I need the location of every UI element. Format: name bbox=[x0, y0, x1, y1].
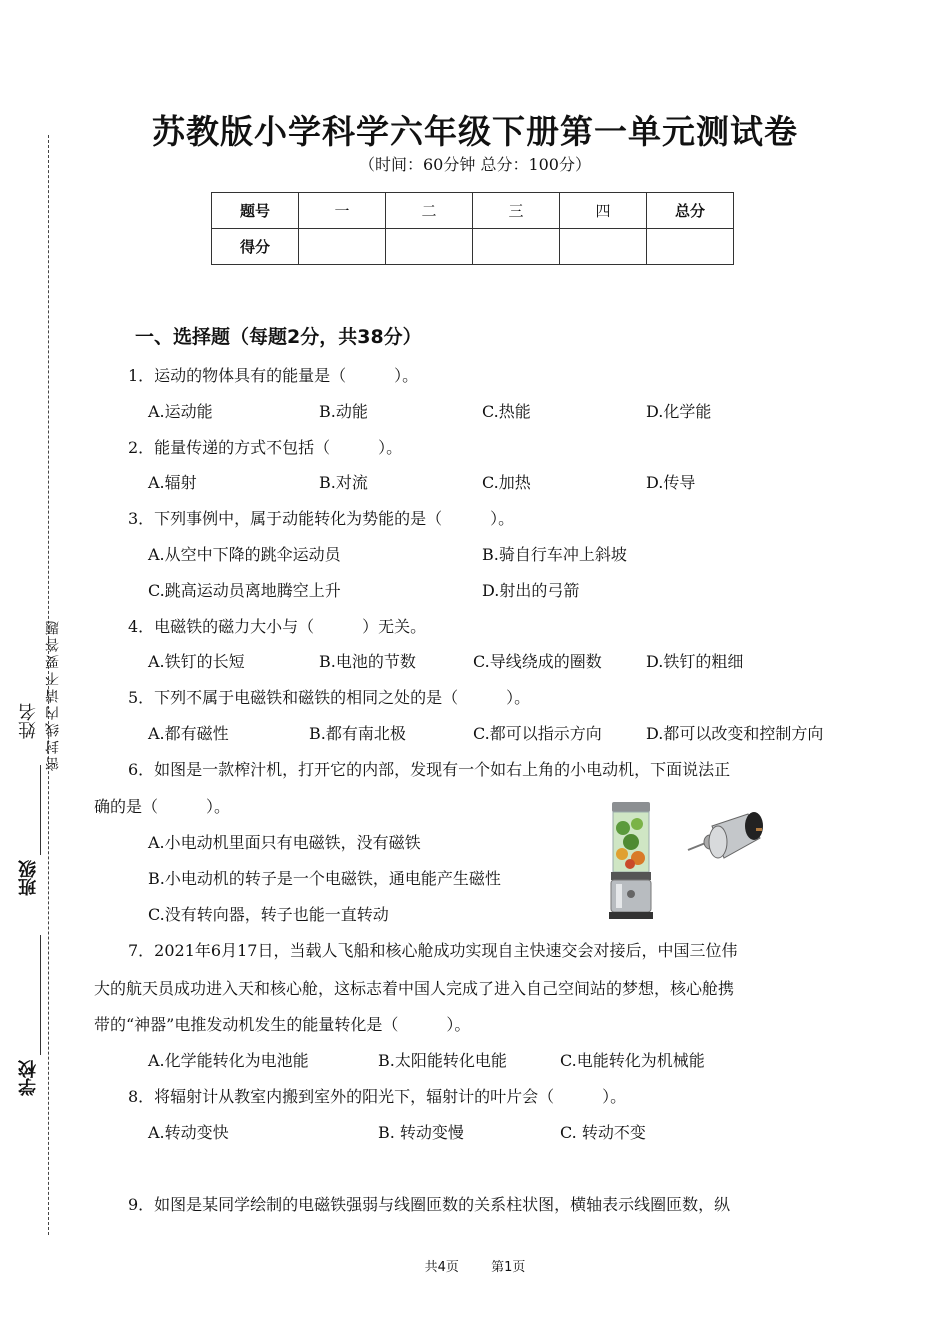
question-2-option[interactable]: A.辐射 bbox=[148, 473, 197, 492]
question-4-option[interactable]: C.导线绕成的圈数 bbox=[473, 652, 602, 671]
question-9-stem: 9．如图是某同学绘制的电磁铁强弱与线圈匝数的关系柱状图，横轴表示线圈匝数，纵 bbox=[128, 1195, 731, 1214]
question-1-option[interactable]: B.动能 bbox=[319, 402, 368, 421]
question-6-stem: 6．如图是一款榨汁机，打开它的内部，发现有一个如右上角的小电动机，下面说法正 bbox=[128, 760, 731, 779]
question-3-option[interactable]: D.射出的弓箭 bbox=[482, 581, 580, 600]
question-8-stem: 8．将辐射计从教室内搬到室外的阳光下，辐射计的叶片会（ ）。 bbox=[128, 1087, 627, 1106]
question-7-option[interactable]: C.电能转化为机械能 bbox=[560, 1051, 705, 1070]
question-1-stem: 1．运动的物体具有的能量是（ ）。 bbox=[128, 366, 419, 385]
question-6-stem-cont: 确的是（ ）。 bbox=[94, 797, 231, 816]
score-table-header: 题号 bbox=[212, 193, 299, 229]
question-4-option[interactable]: B.电池的节数 bbox=[319, 652, 416, 671]
section-heading: 一、选择题（每题2分，共38分） bbox=[135, 326, 422, 348]
small-motor-image bbox=[686, 808, 770, 870]
question-8-option[interactable]: C. 转动不变 bbox=[560, 1123, 646, 1142]
question-3-option[interactable]: A.从空中下降的跳伞运动员 bbox=[148, 545, 341, 564]
question-6-option[interactable]: A.小电动机里面只有电磁铁，没有磁铁 bbox=[148, 833, 421, 852]
question-7-stem-cont: 带的“神器”电推发动机发生的能量转化是（ ）。 bbox=[94, 1015, 471, 1034]
school-blank-line bbox=[40, 935, 41, 1055]
question-2-option[interactable]: D.传导 bbox=[646, 473, 696, 492]
question-5-option[interactable]: C.都可以指示方向 bbox=[473, 724, 602, 743]
question-7-option[interactable]: B.太阳能转化电能 bbox=[378, 1051, 507, 1070]
score-cell[interactable] bbox=[386, 229, 473, 265]
exam-info: （时间：60分钟 总分：100分） bbox=[359, 155, 591, 174]
question-8-option[interactable]: B. 转动变慢 bbox=[378, 1123, 464, 1142]
score-cell[interactable] bbox=[299, 229, 386, 265]
score-table-header: 二 bbox=[386, 193, 473, 229]
question-2-option[interactable]: C.加热 bbox=[482, 473, 531, 492]
score-table-score-row bbox=[212, 229, 734, 265]
score-cell[interactable] bbox=[473, 229, 560, 265]
class-blank-line bbox=[40, 765, 41, 855]
question-6-option[interactable]: B.小电动机的转子是一个电磁铁，通电能产生磁性 bbox=[148, 869, 501, 888]
juicer-image bbox=[606, 802, 656, 920]
question-4-stem: 4．电磁铁的磁力大小与（ ）无关。 bbox=[128, 617, 427, 636]
current-page: 第1页 bbox=[491, 1260, 526, 1275]
score-table-header-row bbox=[212, 193, 734, 229]
question-1-option[interactable]: D.化学能 bbox=[646, 402, 712, 421]
question-7-stem-cont: 大的航天员成功进入天和核心舱，这标志着中国人完成了进入自己空间站的梦想，核心舱携 bbox=[94, 979, 735, 998]
question-5-option[interactable]: D.都可以改变和控制方向 bbox=[646, 724, 824, 743]
score-row-label: 得分 bbox=[212, 229, 299, 265]
score-table-header: 总分 bbox=[647, 193, 734, 229]
question-3-stem: 3．下列事例中，属于动能转化为势能的是（ ）。 bbox=[128, 509, 515, 528]
page-footer bbox=[0, 1256, 950, 1275]
sidebar-school-label: 学校 bbox=[18, 1060, 39, 1096]
score-table-header: 三 bbox=[473, 193, 560, 229]
sidebar-name-label: 姓名 bbox=[18, 703, 39, 739]
score-cell[interactable] bbox=[560, 229, 647, 265]
question-4-option[interactable]: A.铁钉的长短 bbox=[148, 652, 245, 671]
question-1-option[interactable]: C.热能 bbox=[482, 402, 531, 421]
question-4-option[interactable]: D.铁钉的粗细 bbox=[646, 652, 744, 671]
question-7-stem: 7．2021年6月17日，当载人飞船和核心舱成功实现自主快速交会对接后，中国三位伟 bbox=[128, 941, 738, 960]
question-2-stem: 2．能量传递的方式不包括（ ）。 bbox=[128, 438, 403, 457]
sidebar-class-label: 班级 bbox=[18, 860, 39, 896]
score-table-header: 一 bbox=[299, 193, 386, 229]
score-cell[interactable] bbox=[647, 229, 734, 265]
question-2-option[interactable]: B.对流 bbox=[319, 473, 368, 492]
sidebar-seal-text: 密封线内请不要答题 bbox=[45, 618, 61, 771]
score-table-header: 四 bbox=[560, 193, 647, 229]
question-3-option[interactable]: B.骑自行车冲上斜坡 bbox=[482, 545, 627, 564]
question-3-option[interactable]: C.跳高运动员离地腾空上升 bbox=[148, 581, 341, 600]
question-5-option[interactable]: A.都有磁性 bbox=[148, 724, 229, 743]
question-5-stem: 5．下列不属于电磁铁和磁铁的相同之处的是（ ）。 bbox=[128, 688, 531, 707]
question-1-option[interactable]: A.运动能 bbox=[148, 402, 213, 421]
question-6-option[interactable]: C.没有转向器，转子也能一直转动 bbox=[148, 905, 389, 924]
total-pages: 共4页 bbox=[424, 1260, 459, 1275]
question-5-option[interactable]: B.都有南北极 bbox=[309, 724, 406, 743]
score-table bbox=[211, 192, 734, 265]
question-7-option[interactable]: A.化学能转化为电池能 bbox=[148, 1051, 309, 1070]
page-title: 苏教版小学科学六年级下册第一单元测试卷 bbox=[152, 112, 798, 151]
question-8-option[interactable]: A.转动变快 bbox=[148, 1123, 229, 1142]
